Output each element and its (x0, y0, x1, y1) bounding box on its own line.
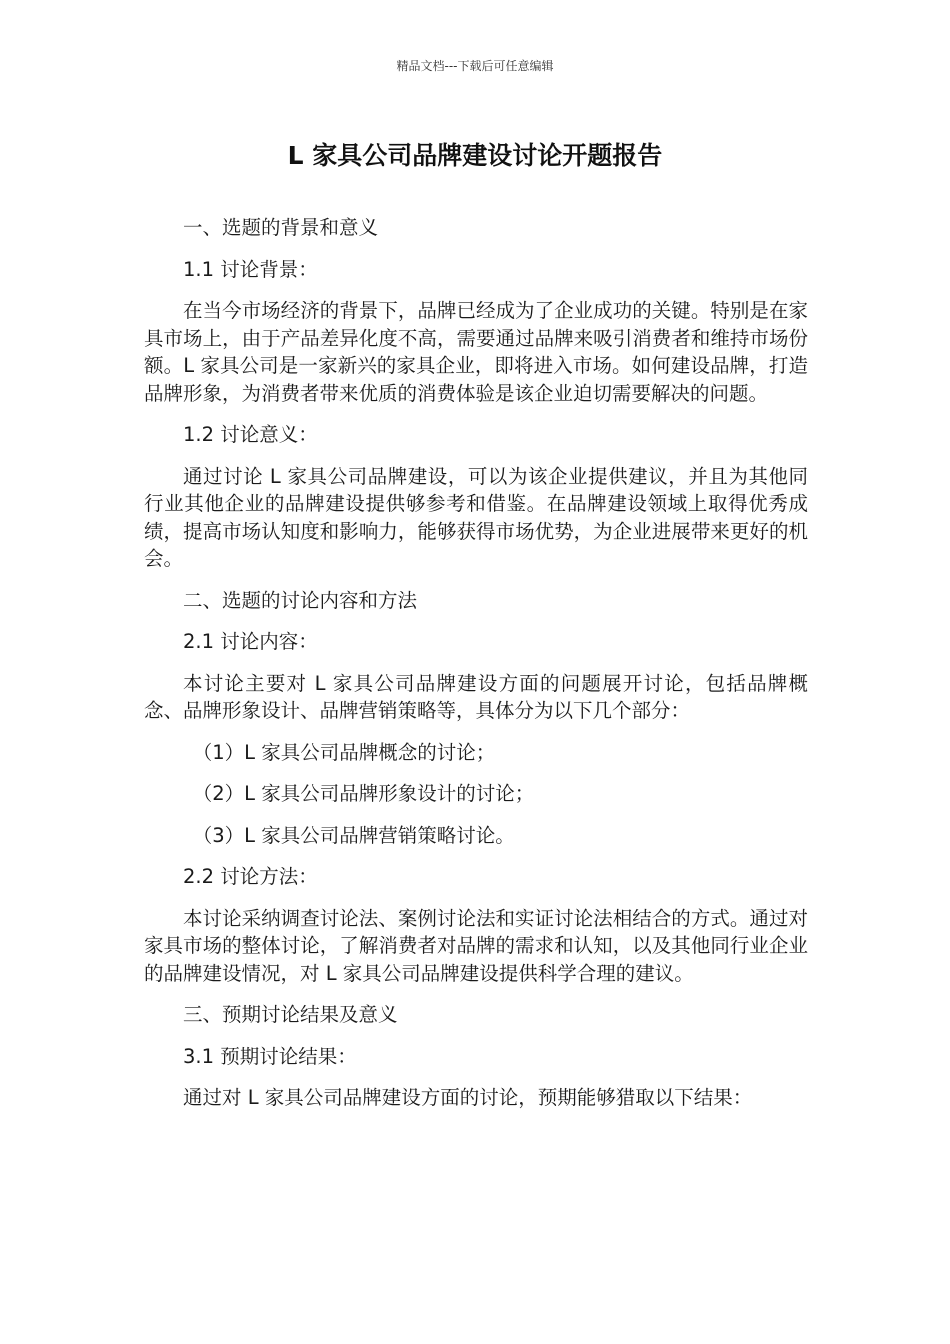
paragraph-background: 在当今市场经济的背景下，品牌已经成为了企业成功的关键。特别是在家具市场上，由于产品差异化度不高，需要通过品牌来吸引消费者和维持市场份额。L 家具公司是一家新兴的家具企业，即将进入市场。如何建设品牌，打造品牌形象，为消费者带来优质的消费体验是该企业迫切需要解决的问题。 (144, 299, 808, 405)
list-item-3: （3）L 家具公司品牌营销策略讨论。 (192, 823, 515, 847)
paragraph-expected-results: 通过对 L 家具公司品牌建设方面的讨论，预期能够猎取以下结果： (183, 1086, 753, 1109)
header-note: 精品文档---下载后可任意编辑 (396, 59, 554, 73)
subsection-heading-2-1: 2.1 讨论内容： (183, 630, 318, 653)
document-body (144, 214, 808, 1126)
section-heading-3: 三、预期讨论结果及意义 (183, 1003, 398, 1026)
subsection-heading-3-1: 3.1 预期讨论结果： (183, 1044, 357, 1068)
document-title: L 家具公司品牌建设讨论开题报告 (287, 141, 663, 170)
paragraph-content: 本讨论主要对 L 家具公司品牌建设方面的问题展开讨论，包括品牌概念、品牌形象设计、品牌营销策略等，具体分为以下几个部分： (144, 671, 808, 722)
subsection-heading-1-1: 1.1 讨论背景： (183, 257, 318, 281)
list-item-2: （2）L 家具公司品牌形象设计的讨论； (192, 782, 535, 805)
section-heading-1: 一、选题的背景和意义 (183, 216, 379, 239)
subsection-heading-2-2: 2.2 讨论方法： (183, 865, 318, 888)
list-item-1: （1）L 家具公司品牌概念的讨论； (192, 740, 496, 764)
subsection-heading-1-2: 1.2 讨论意义： (183, 423, 318, 446)
section-heading-2: 二、选题的讨论内容和方法 (183, 588, 418, 612)
paragraph-significance: 通过讨论 L 家具公司品牌建设，可以为该企业提供建议，并且为其他同行业其他企业的品牌建设提供够参考和借鉴。在品牌建设领域上取得优秀成绩，提高市场认知度和影响力，能够获得市场优势，为企业进展带来更好的机会。 (144, 464, 808, 570)
paragraph-methods: 本讨论采纳调查讨论法、案例讨论法和实证讨论法相结合的方式。通过对家具市场的整体讨论，了解消费者对品牌的需求和认知，以及其他同行业企业的品牌建设情况，对 L 家具公司品牌建设提供科学合理的建议。 (144, 906, 808, 985)
